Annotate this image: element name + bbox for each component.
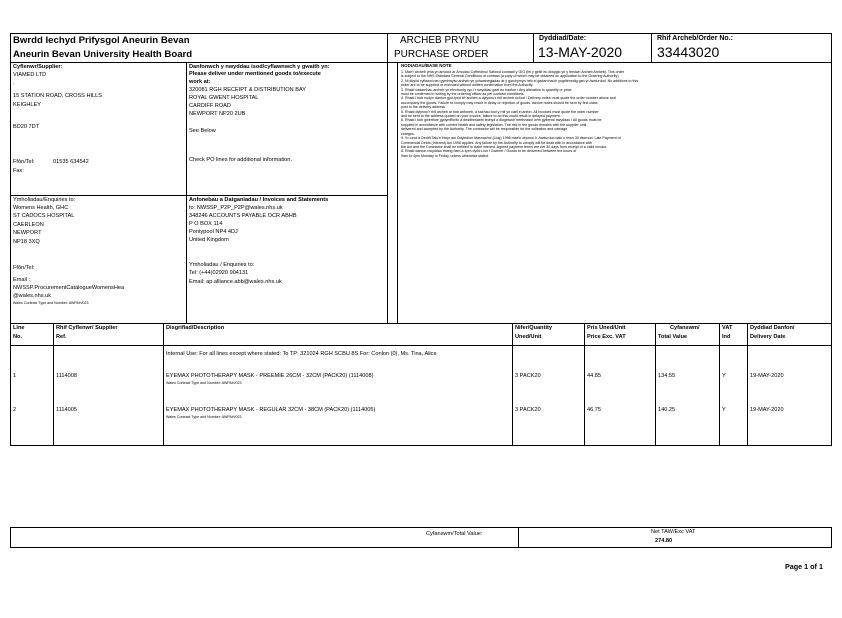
enquiries-email-value[interactable]: NWSSP.ProcurementCatalogueWomensHea <box>13 285 125 291</box>
enquiries-contract-note: Wales Contract Type and Number: AWPAH/023 <box>13 301 89 305</box>
notes-line: order are to be supplied or executed without written confirmation from the Authority. <box>401 83 534 88</box>
row-2-unit-price: 46.75 <box>587 407 601 413</box>
invoices-tel: Tel: (+44)02920 904131 <box>189 270 249 276</box>
totals-label: Cyfanswm/Total Value: <box>426 531 483 537</box>
invoices-line-3: P O BOX 114 <box>189 221 223 227</box>
enquiries-line-5: NP18 3XQ <box>13 239 40 245</box>
delivery-label-1: Danfonwch y nwyddau isod/cyflawnwch y gwaith yn: <box>189 64 330 70</box>
row-2-description: EYEMAX PHOTOTHERAPY MASK - REGULAR 32CM - 38CM (PACK20) (1114005) <box>166 407 376 413</box>
header-delivery: Dyddiad Danfon/ <box>750 325 795 331</box>
supplier-line-dot: . <box>13 80 15 86</box>
table-left-edge <box>10 323 11 445</box>
row-2-line: 2 <box>13 407 17 413</box>
notes-line: the Act and the Contractor shall be entitled to claim interest. Agreed payment terms are net 30 days from receipt of a valid invoice. <box>401 144 608 149</box>
enquiries-line-1: Womens Health, GHC <box>13 205 69 211</box>
enquiries-email-label: Email : <box>13 277 31 283</box>
invoices-line-1: to: NWSSP_P2P_P2P@wales.nhs.uk <box>189 205 283 211</box>
row-1-delivery: 19-MAY-2020 <box>750 373 784 379</box>
enquiries-box <box>10 195 187 324</box>
header-board-box <box>10 33 388 63</box>
row-1-total: 134.55 <box>658 373 676 379</box>
notes-line: 2. Ni ddylid cyflawni neu gymhwyso archeb yn ychwanegiadau at y gorchymyn heb ei gadarnhau'n ysgrifenedig gan yr Awdurdod. No additions to this <box>401 78 639 83</box>
notes-line: charges. <box>401 131 415 136</box>
supplier-address-2: KEIGHLEY <box>13 102 41 108</box>
invoices-email: Email: ap.alliance.abb@wales.nhs.uk <box>189 279 282 285</box>
header-title-box <box>387 33 534 63</box>
internal-use-note <box>166 351 506 358</box>
header-unit-price: Pris Uned/Unit <box>587 325 626 331</box>
notes-line: Commercial Debts (Interest) Act 1998 applies. Any failure by the Authority to comply will be dealt with in accordance with <box>401 140 593 145</box>
totals-box <box>10 527 832 548</box>
header-description: Disgrifiad/Description <box>166 325 225 331</box>
row-1-unit-price: 44.85 <box>587 373 601 379</box>
header-vat: VAT <box>722 325 733 331</box>
enquiries-line-2: ST CADOCS HOSPITAL <box>13 213 75 219</box>
enquiries-line-3: CAERLEON <box>13 222 44 228</box>
order-label: Rhif Archeb/Order No.: <box>657 35 733 42</box>
header-date-box <box>533 33 652 63</box>
notes-box <box>397 62 832 324</box>
net-vat-label: Net TAW/Exc VAT <box>651 529 696 535</box>
notes-line: must be confirmed in writing by the ordering officer as per contract conditions. <box>401 92 525 97</box>
col-rule-vat <box>719 323 720 445</box>
col-rule-delivery <box>747 323 748 445</box>
col-rule-qty <box>512 323 513 445</box>
header-unit-price-2: Price Exc. VAT <box>587 334 626 340</box>
header-line-2: No. <box>13 334 23 340</box>
notes-title: NODIADAU/BASE NOTE <box>401 63 452 68</box>
order-number: 33443020 <box>657 44 720 60</box>
notes-left-rule <box>397 62 398 324</box>
col-rule-desc <box>163 323 164 445</box>
col-rule-total <box>655 323 656 445</box>
supplier-label: Cyflenwr/Supplier: <box>13 64 63 70</box>
delivery-address-3: CARDIFF ROAD <box>189 103 231 109</box>
header-quantity: Nifer/Quantity <box>515 325 552 331</box>
notes-line: and be sent to the address quoted on your invoice, failure to do this could result in delayed payment. <box>401 114 561 119</box>
notes-line: accompany the goods. Failure to comply may result in delay or rejection of goods. Advice notes should be sent by first class <box>401 100 598 105</box>
header-total-2: Total Value <box>658 334 688 340</box>
invoices-enquiries-label: Ymholiadau / Enquiries to: <box>189 262 255 268</box>
row-2-total: 140.25 <box>658 407 676 413</box>
totals-divider <box>518 527 519 548</box>
row-2-delivery: 19-MAY-2020 <box>750 407 784 413</box>
supplier-phone-label: Ffôn/Tel: <box>13 159 35 165</box>
board-name-welsh: Bwrdd Iechyd Prifysgol Aneurin Bevan <box>13 35 190 46</box>
table-top-rule <box>10 323 832 324</box>
doc-title-english: PURCHASE ORDER <box>394 49 489 60</box>
notes-line: 9am to 4pm Monday to Friday, unless otherwise stated. <box>401 153 490 158</box>
invoices-label: Anfonebau a Datganiadau / Invoices and Statements <box>189 197 329 203</box>
row-1-vat: Y <box>722 373 726 379</box>
header-supplier-ref: Rhif Cyflenwr/ Supplier <box>56 325 118 331</box>
supplier-fax-label: Fax: <box>13 168 24 174</box>
notes-line: 6. Rhaid i bob gwerthwr gydymffurfio â deddfwriaeth iechyd a diogelwch berthnasol wrth gyflenwi nwyddau / All goods must be <box>401 118 602 123</box>
notes-line: post to the delivery address. <box>401 105 446 110</box>
col-rule-ref <box>53 323 54 445</box>
board-name-english: Aneurin Bevan University Health Board <box>13 49 193 60</box>
notes-line: 8. Rhaid danfon nwyddau rhwng 9am a 4pm dydd Llun i Gwener / Goods to be delivered between the hours of <box>401 149 577 154</box>
row-1-supplier-ref: 1114008 <box>56 373 77 379</box>
row-2-contract: Wales Contract Type and Number: AWPAH/023 <box>166 415 242 419</box>
invoices-box <box>186 195 388 324</box>
notes-line: 9. Yn unol â Deddf Talu'n Hwyr am Ddyledion Masnachol (Llog) 1998 mae'n ofynnol i'r Awdurdod dalu o fewn 30 diwrnod. Late Payment of <box>401 136 621 141</box>
col-rule-price <box>584 323 585 445</box>
enquiries-line-4: NEWPORT <box>13 230 42 236</box>
see-below-note: See Below <box>189 128 216 134</box>
header-order-box <box>651 33 832 63</box>
row-2-quantity: 3 PACK20 <box>515 407 541 413</box>
table-header-rule <box>10 345 832 346</box>
header-quantity-2: Uned/Unit <box>515 334 542 340</box>
notes-list <box>401 70 829 158</box>
notes-line: 1. Mae'r archeb yma yn amodol ar Amodau Cyffredinol Safonol contract y GIG (fel y gellir eu diwygio yn y fersiwn Archeb Archeb). This order <box>401 70 625 74</box>
doc-title-welsh: ARCHEB PRYNU <box>400 35 480 46</box>
row-1-line: 1 <box>13 373 17 379</box>
header-line: Line <box>13 325 25 331</box>
row-2-vat: Y <box>722 407 726 413</box>
table-bottom-rule <box>10 445 832 446</box>
supplier-address-1: 15 STATION ROAD, CROSS HILLS <box>13 93 103 99</box>
net-vat-value: 274.80 <box>655 538 673 544</box>
row-2-supplier-ref: 1114005 <box>56 407 77 413</box>
delivery-address-4: NEWPORT NP20 2UB <box>189 111 246 117</box>
supplier-postcode: BD20 7DT <box>13 124 40 130</box>
invoices-line-4: Pontypool NP4 4DJ <box>189 229 238 235</box>
enquiries-phone-label: Ffôn/Tel: <box>13 265 35 271</box>
supplier-box <box>10 62 187 196</box>
date-value: 13-MAY-2020 <box>538 44 623 60</box>
notes-line: is subject to the NHS Standard General Conditions of contract (a copy of which may be obtained on application to the Ordering Authority) <box>401 74 619 79</box>
table-right-edge <box>831 323 832 445</box>
date-label: Dyddiad/Date: <box>539 35 587 42</box>
enquiries-label: Ymholiadau/Enquiries to: <box>13 197 76 203</box>
row-1-quantity: 3 PACK20 <box>515 373 541 379</box>
row-1-description: EYEMAX PHOTOTHERAPY MASK - PREEMIE 26CM - 32CM (PACK20) (1114008) <box>166 373 374 379</box>
invoices-line-2: 348246 ACCOUNTS PAYABLE OCR ABHB <box>189 213 297 219</box>
header-supplier-ref-2: Ref. <box>56 334 67 340</box>
supplier-name: VIAMED LTD <box>13 72 47 78</box>
delivery-label-2: Please deliver under mentioned goods to/execute <box>189 71 321 77</box>
delivery-address-1: 320081 RGH RECEIPT & DISTRIBUTION BAY <box>189 87 306 93</box>
header-total: Cyfanswm/ <box>670 325 700 331</box>
check-po-note: Check PO lines for additional information. <box>189 157 292 163</box>
row-1-contract: Wales Contract Type and Number: AWPAH/023 <box>166 381 242 385</box>
enquiries-email-value-2[interactable]: @wales.nhs.uk <box>13 293 52 299</box>
delivery-box <box>186 62 388 196</box>
notes-line: 4. Rhaid i bob nodyn danfon gyd-fynd â'r archeb a dyfynnu'r rhif archeb uchod / Delivery notes must quote the order number above and <box>401 96 616 101</box>
notes-line: supplied in accordance with current health and safety legislation. The risk in the goods remains with the supplier until <box>401 122 587 127</box>
internal-use-text: Internal Use: For all lines except where stated: To TP: 321024 RGH SCBU 8S For: Conlon (0), Ms. Tina, Alice <box>166 351 437 357</box>
notes-line: 5. Rhaid dyfynnu'r rhif archeb ar bob anfoneb, a sicrhau bod y rhif yn cael ei anfon. All invoices must quote the order number <box>401 109 599 114</box>
header-delivery-2: Delivery Date <box>750 334 786 340</box>
invoices-line-5: United Kingdom <box>189 237 229 243</box>
supplier-phone-value: 01535 634542 <box>53 159 89 165</box>
notes-line: delivered and accepted by the Authority. The contractor will be responsible for the collection and carriage <box>401 127 568 132</box>
delivery-address-2: ROYAL GWENT HOSPITAL <box>189 95 259 101</box>
page-number: Page 1 of 1 <box>785 562 823 571</box>
notes-line: 3. Rhaid cadarnhau archeb yn electronig cyn i'r nwyddau gael eu hanfon / Any alteration to quantity or price <box>401 87 572 92</box>
delivery-label-3: work at: <box>189 79 211 85</box>
header-vat-2: Ind <box>722 334 731 340</box>
